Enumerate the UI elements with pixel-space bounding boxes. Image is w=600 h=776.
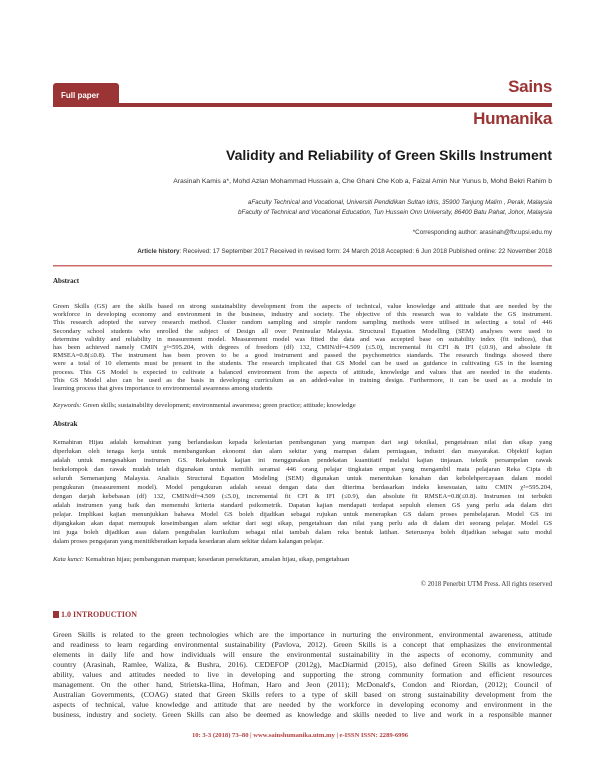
text-line: Green Skills is related to the green technologies which are the importance in nurturing the environment, environmental awareness, attitude	[53, 630, 552, 639]
keywords	[53, 402, 356, 409]
badge-label: Full paper	[61, 90, 100, 100]
introduction-body	[53, 630, 552, 720]
text-line: and readiness to learn regarding environmental sustainability (Pavlova, 2012). Green Skills is a concept that emphasizes the environmental	[53, 640, 552, 649]
text-line: pengukuran (measurement model). Model pengukuran adalah sesuai dengan data dan diterima berdasarkan indeks kesesuaian, iaitu CMIN χ²=595.204,	[53, 484, 552, 491]
introduction-heading	[53, 610, 137, 619]
text-line: ability, values and attitudes needed to live in developing and supporting the strong community formation and efficient resources	[53, 670, 552, 679]
section-divider	[53, 265, 552, 267]
text-line: process. This GS Model is expected to cultivate a balanced environment from the aspects of attitude, knowledge and values that are needed in the students.	[53, 368, 552, 376]
affiliation-a-text: aFaculty Technical and Vocational, Universiti Pendidikan Sultan Idris, 35900 Tanjung Malim , Perak, Malaysia	[247, 199, 552, 206]
text-line: Green Skills (GS) are the skills based on strong sustainability development from the aspects of technical, value knowledge and attitude that are needed by the	[53, 303, 552, 310]
text-line: determine validity and reliability in measurement model. Measurement model was fitted the data and was accepted base on suitability index (fit indices), that	[53, 335, 552, 343]
text-line: were a total of 10 elements must be present in the students. The research implicated that GS Model can be used as guidance in cultivating GS in the learning	[53, 360, 552, 368]
text-line: diperlukan oleh tenaga kerja untuk membangunkan ekonomi dan alam sekitar yang mampan dalam perniagaan, industri dan masyarakat. Objektif kajian	[53, 448, 552, 455]
text-line: RMSEA=0.8(≤0.8). The instrument has been proven to be a good instrument and passed the psychometrics standards. The research findings showed there	[53, 352, 552, 360]
text-line: Kemahiran Hijau adalah kemahiran yang berlandaskan kepada kelestarian pembangunan yang mampan dari segi teknikal, pengetahuan nilai dan sikap yang	[53, 439, 552, 446]
introduction-heading-text: 1.0 INTRODUCTION	[61, 610, 138, 619]
kata-kunci	[53, 556, 349, 563]
affiliation-b	[238, 209, 552, 216]
text-line: has been achieved namely CMIN χ²=595.204, with degrees of freedom (df) 132, CMIN/df=4.509 (≤5.0), incremental fit CFI & IFI (≤0.9), and absolute fit	[53, 343, 552, 351]
affiliation-a	[248, 199, 552, 206]
text-line: Australian Governments, (COAG) stated that Green Skills refers to a type of skill based on strong sustainability development from the	[53, 690, 552, 699]
keywords-label: Keywords:	[53, 402, 82, 409]
text-line: pelajar. Implikasi kajian menunjukkan bahawa Model GS boleh dijadikan sebagai rujukan untuk menerapkan GS dalam proses pembelajaran. Model GS ini	[53, 511, 552, 518]
text-line: ini juga boleh dijadikan asas dalam pengubalan kurikulum sebagai nilai tambah dalam reka bentuk latihan. Seterusnya boleh dijadikan sebagai satu modul	[53, 529, 552, 536]
text-line: adalah instrumen yang baik dan memenuhi kriteria standard psikometrik. Dapatan kajian mendapati terdapat sepuluh elemen GS yang perlu ada dalam diri	[53, 502, 552, 509]
text-line: dijangkakan akan dapat memupuk keseimbangan alam sekitar dari segi sikap, pengetahuan dan nilai yang perlu ada di dalam diri seorang pelajar. Model GS	[53, 520, 552, 527]
text-line: elements in daily life and how individuals will ensure the environmental sustainability in the aspects of economy, community and	[53, 650, 552, 659]
text-line: This GS Model also can be used as the basis in developing curriculum as an added-value in training design. Furthermore, it can be used as a module in	[53, 376, 552, 384]
kata-kunci-text: Kemahiran hijau; pembangunan mampan; kesedaran persekitaran, amalan hijau, sikap, pengetahuan	[83, 556, 350, 563]
abstrak-body	[53, 438, 552, 546]
header-rule	[53, 103, 552, 107]
author-list: Arasinah Kamis a*, Mohd Azlan Mohammad Hussain a, Che Ghani Che Kob a, Faizal Amin Nur Yunus b, Mohd Bekri Rahim b	[173, 178, 552, 185]
text-line: management. On the other hand, Strietska-Ilina, Hofman, Haro and Jeon (2011); McDonald's, Condon and Riordan, (2012); Council of	[53, 680, 552, 689]
corresponding-author: *Corresponding author: arasinah@ftv.upsi.edu.my	[412, 229, 552, 236]
article-history-text: : Received: 17 September 2017 Received in revised form: 24 March 2018 Accepted: 6 Jun 2018 Published online: 22 November 2018	[179, 248, 552, 255]
copyright-notice: © 2018 Penerbit UTM Press. All rights reserved	[420, 581, 552, 588]
text-line: dengan darjah kebebasan (df) 132, CMIN/df=4.509 (≤5.0), incremental fit CFI & IFI (≤0.9), dan absolute fit RMSEA=0.8(≤0.8). Instrumen ini terbukti	[53, 493, 552, 500]
paper-title: Validity and Reliability of Green Skills Instrument	[226, 147, 552, 163]
text-line: dalam proses pengajaran yang menitikberatkan kepada kesedaran alam sekitar dalam kalangan pelajar.	[53, 538, 324, 545]
text-line: workforce in developing economy and environment in the business, industry and society. The objective of this research was to validate the GS instrument.	[53, 311, 552, 319]
abstract-heading: Abstract	[53, 277, 80, 285]
text-line: business, industry and society. Green Skills can also be deemed as knowledge and skills needed to live and work in a responsible manner	[53, 710, 552, 719]
text-line: This research adopted the survey research method. Cluster random sampling and simple random sampling methods were utilised in selecting a total of 446	[53, 319, 552, 327]
text-line: Secondary school students who enrolled the subject of Design all over Peninsular Malaysia. Structural Equation Modelling (SEM) analyses were used to	[53, 327, 552, 335]
text-line: berkelompok dan rawak mudah telah digunakan untuk memilih seramai 446 orang pelajar tingkatan empat yang mengambil mata pelajaran Reka Cipta di	[53, 466, 552, 473]
journal-name-line2: Humanika	[473, 109, 552, 128]
text-line: country (Arasinah, Ramlee, Waliza, & Bushra, 2016). CEDEFOP (2012g), MacDiarmid (2015), also defined Green Skills as knowledge,	[53, 660, 552, 669]
text-line: aspects of technical, value knowledge and attitude that are needed by the workforce in developing economy and environment in the	[53, 700, 552, 709]
article-history	[137, 248, 552, 255]
page-footer: 10: 3-3 (2018) 73–80 | www.sainshumanika.utm.my | e-ISSN ISSN: 2289-6996	[191, 732, 409, 739]
text-line: adalah untuk mengesahkan instrumen GS. Rekabentuk kajian ini menggunakan pendekatan kuantitatif melalui kajian tinjauan. teknik persampelan rawak	[53, 457, 552, 464]
abstract-body	[53, 303, 552, 393]
text-line: seluruh Semenanjung Malaysia. Analisis Structural Equation Modeling (SEM) digunakan untuk menentukan kesahan dan kebolehpercayaan dalam model	[53, 475, 552, 482]
article-history-label: Article history	[137, 248, 180, 255]
keywords-text: Green skills; sustainability development; environmental awareness; green practice; attitude; knowledge	[81, 402, 356, 409]
section-marker-icon	[53, 611, 59, 618]
journal-name-line1: Sains	[508, 77, 552, 96]
affiliation-b-text: bFaculty of Technical and Vocational Education, Tun Hussein Onn University, 86400 Batu Pahat, Johor, Malaysia	[238, 209, 552, 216]
kata-kunci-label: Kata kunci:	[53, 556, 84, 563]
abstrak-heading: Abstrak	[53, 420, 78, 428]
text-line: learning process that gives importance to environmental awareness among students	[53, 384, 273, 392]
